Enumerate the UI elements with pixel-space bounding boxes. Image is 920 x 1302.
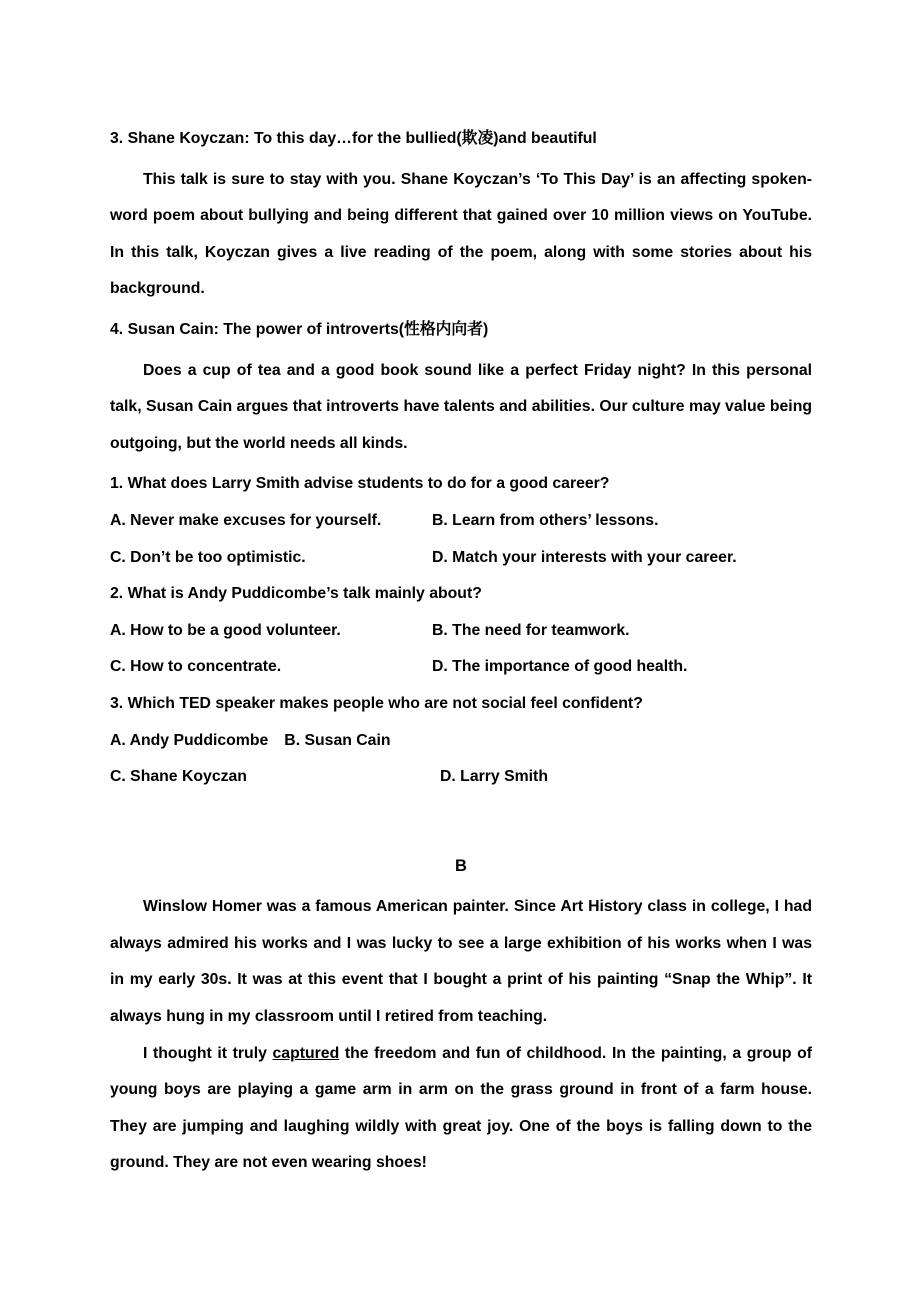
paragraph-2-text-after: the freedom and fun of childhood. In the painting, a group of young boys are playing a game arm in arm on the grass ground in front of a farm house. They are jumping and laughing wildly with great joy. One of the boys is falling down to the ground. They are not even wearing shoes! <box>110 1044 812 1172</box>
question-3-option-d: D. Larry Smith <box>440 768 548 786</box>
question-3-option-c: C. Shane Koyczan <box>110 768 247 786</box>
question-2-option-d: D. The importance of good health. <box>432 658 688 676</box>
question-1-option-b: B. Learn from others’ lessons. <box>432 511 659 529</box>
question-2-stem: 2. What is Andy Puddicombe’s talk mainly about? <box>110 585 482 603</box>
paragraph-2-text-before: I thought it truly <box>143 1044 273 1062</box>
paragraph-2-underlined-word: captured <box>272 1044 340 1062</box>
section-b-paragraph-2 <box>110 1036 812 1182</box>
question-2-option-c: C. How to concentrate. <box>110 658 282 676</box>
question-2-options-cd <box>110 649 812 686</box>
question-1-options-cd <box>110 540 812 577</box>
section-b-paragraph-1: Winslow Homer was a famous American painter. Since Art History class in college, I had always admired his works and I was lucky to see a large exhibition of his works when I was in my early 30s. It was at this event that I bought a print of his painting “Snap the Whip”. It always hung in my classroom until I retired from teaching. <box>110 898 812 1026</box>
talk-4-heading: 4. Susan Cain: The power of introverts(性格内向者) <box>110 320 489 338</box>
question-2-options-ab <box>110 613 812 650</box>
section-b-label: B <box>455 856 467 875</box>
question-2-option-b: B. The need for teamwork. <box>432 621 630 639</box>
question-3-options-ab <box>110 723 812 760</box>
talk-3-description: This talk is sure to stay with you. Shane Koyczan’s ‘To This Day’ is an affecting spoken-word poem about bullying and being different that gained over 10 million views on YouTube. In this talk, Koyczan gives a live reading of the poem, along with some stories about his background. <box>110 170 812 298</box>
question-3-options-cd <box>110 759 812 796</box>
talk-3-heading: 3. Shane Koyczan: To this day…for the bullied(欺凌)and beautiful <box>110 130 597 147</box>
question-3-stem: 3. Which TED speaker makes people who are not social feel confident? <box>110 694 643 712</box>
talk-4-description: Does a cup of tea and a good book sound like a perfect Friday night? In this personal talk, Susan Cain argues that introverts have talents and abilities. Our culture may value being outgoing, but the world needs all kinds. <box>110 361 812 452</box>
question-2-option-a: A. How to be a good volunteer. <box>110 621 341 639</box>
question-3-option-b: B. Susan Cain <box>284 731 391 749</box>
question-1-option-c: C. Don’t be too optimistic. <box>110 548 306 566</box>
question-3-option-a: A. Andy Puddicombe <box>110 731 269 749</box>
question-1-option-d: D. Match your interests with your career. <box>432 548 737 566</box>
question-1-options-ab <box>110 503 812 540</box>
question-1-option-a: A. Never make excuses for yourself. <box>110 511 382 529</box>
question-1-stem: 1. What does Larry Smith advise students to do for a good career? <box>110 475 610 493</box>
